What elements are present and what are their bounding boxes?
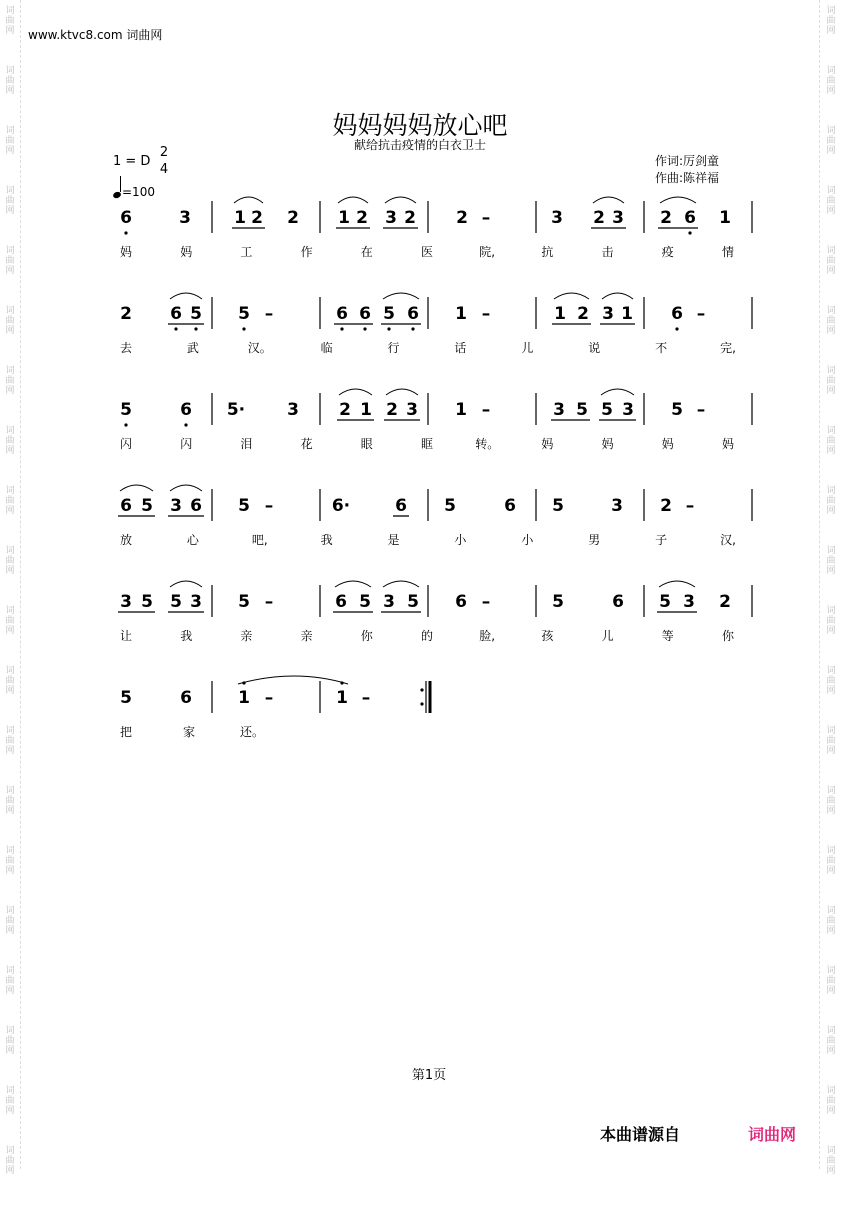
octave-dot-below	[184, 423, 187, 426]
score-note: 5	[671, 400, 683, 420]
score-note: 2	[577, 304, 589, 324]
lyric-syllable: 作	[300, 245, 313, 259]
side-watermark-mark: 词 曲 网	[5, 906, 15, 936]
lyric-syllable: 放	[119, 533, 133, 547]
side-watermark-mark: 词 曲 网	[826, 606, 836, 636]
score-note: 6	[335, 592, 347, 612]
lyric-syllable: 你	[721, 629, 735, 643]
score-note: 5	[120, 400, 132, 420]
score-note: 3	[383, 592, 395, 612]
score-note: 6	[180, 400, 192, 420]
score-note: 6	[395, 496, 407, 516]
octave-dot-below	[411, 327, 414, 330]
score-note: 6	[359, 304, 371, 324]
score-note: 1	[338, 208, 350, 228]
score-note: 1	[455, 304, 467, 324]
score-note: 2	[456, 208, 468, 228]
lyric-syllable: 是	[387, 533, 400, 547]
score-note: 6	[684, 208, 696, 228]
side-watermark-mark: 词 曲 网	[5, 606, 15, 636]
score-note: 5	[383, 304, 395, 324]
slur-arc	[339, 389, 372, 395]
score-note: 3	[120, 592, 132, 612]
slur-arc	[234, 197, 263, 203]
score-note: 1	[554, 304, 566, 324]
lyric-syllable: 转。	[475, 437, 500, 451]
time-bottom: 4	[159, 162, 169, 177]
lyric-syllable: 孩	[541, 629, 554, 643]
lyric-syllable: 心	[186, 533, 199, 547]
score-note: 3	[602, 304, 614, 324]
lyric-syllable: 闪	[180, 437, 193, 451]
score-note: 6	[170, 304, 182, 324]
lyric-syllable: 妈	[541, 437, 554, 451]
octave-dot-below	[194, 327, 197, 330]
slur-arc	[386, 389, 418, 395]
side-watermark-mark: 词 曲 网	[5, 306, 15, 336]
side-watermark-mark: 词 曲 网	[5, 126, 15, 156]
slur-arc	[385, 197, 416, 203]
lyric-syllable: 在	[360, 245, 373, 259]
slur-arc	[170, 485, 202, 491]
score-note: 5	[170, 592, 182, 612]
side-watermark-mark: 词 曲 网	[826, 246, 836, 276]
lyric-syllable: 击	[601, 245, 614, 259]
composer: 作曲:陈祥福	[655, 171, 720, 185]
lyric-syllable: 泪	[240, 437, 253, 451]
score-note: 5	[552, 496, 564, 516]
octave-dot-below	[242, 327, 245, 330]
lyric-syllable: 院,	[479, 245, 496, 259]
score-note: –	[696, 400, 706, 420]
side-watermark-mark: 词 曲 网	[826, 906, 836, 936]
song-title: 妈妈妈妈放心吧	[332, 111, 508, 140]
lyric-syllable: 等	[661, 629, 674, 643]
side-watermark-mark: 词 曲 网	[5, 246, 15, 276]
score-note: 1	[238, 688, 250, 708]
score-note: 3	[287, 400, 299, 420]
score-note: 5	[576, 400, 588, 420]
slur-arc	[383, 293, 419, 299]
score-note: 5	[141, 592, 153, 612]
slur-arc	[335, 581, 371, 587]
side-watermark-mark: 词 曲 网	[5, 1146, 15, 1176]
side-watermark-mark: 词 曲 网	[826, 126, 836, 156]
lyric-syllable: 亲	[240, 629, 253, 643]
lyric-syllable: 汉,	[720, 533, 736, 547]
score-note: –	[481, 400, 491, 420]
score-note: 3	[190, 592, 202, 612]
side-watermark-mark: 词 曲 网	[826, 366, 836, 396]
lyric-syllable: 脸,	[479, 629, 496, 643]
score-note: –	[481, 208, 491, 228]
slur-arc	[170, 581, 202, 587]
lyric-syllable: 小	[454, 533, 467, 547]
lyric-syllable: 小	[521, 533, 534, 547]
lyric-syllable: 我	[320, 533, 333, 547]
lyric-syllable: 吧,	[251, 533, 268, 547]
lyric-syllable: 行	[387, 341, 400, 355]
score-note: 2	[593, 208, 605, 228]
score-note: –	[361, 688, 371, 708]
lyric-syllable: 你	[360, 629, 373, 643]
score-note: 3	[406, 400, 418, 420]
score-note: –	[264, 592, 274, 612]
side-watermark-mark: 词 曲 网	[5, 666, 15, 696]
side-watermark-mark: 词 曲 网	[826, 726, 836, 756]
lyric-syllable: 妈	[661, 437, 674, 451]
octave-dot-below	[387, 327, 390, 330]
score-note: 5	[659, 592, 671, 612]
score-note: 5	[552, 592, 564, 612]
score-note: –	[481, 304, 491, 324]
lyric-syllable: 抗	[541, 245, 554, 259]
score-note: 3	[611, 496, 623, 516]
score-note: 6	[336, 304, 348, 324]
side-watermark-mark: 词 曲 网	[5, 966, 15, 996]
score-note: 5	[601, 400, 613, 420]
lyric-syllable: 完,	[720, 341, 736, 355]
lyric-syllable: 儿	[521, 341, 534, 355]
octave-dot-below	[124, 231, 127, 234]
lyric-syllable: 把	[119, 725, 133, 739]
score-note: 2	[660, 208, 672, 228]
side-watermark-mark: 词 曲 网	[826, 966, 836, 996]
lyricist: 作词:厉剑童	[655, 154, 720, 168]
score-note: 1	[336, 688, 348, 708]
score-note: –	[264, 496, 274, 516]
lyric-syllable: 去	[119, 341, 133, 355]
side-watermark-mark: 词 曲 网	[5, 786, 15, 816]
lyric-syllable: 闪	[119, 437, 133, 451]
score-note: 1	[234, 208, 246, 228]
lyric-syllable: 眶	[420, 437, 434, 451]
octave-dot-below	[174, 327, 177, 330]
repeat-dot	[420, 688, 423, 691]
score-note: 5	[359, 592, 371, 612]
score-note: 6	[504, 496, 516, 516]
side-watermark-mark: 词 曲 网	[826, 486, 836, 516]
side-watermark-mark: 词 曲 网	[826, 666, 836, 696]
lyric-syllable: 男	[588, 533, 601, 547]
score-note: 2	[251, 208, 263, 228]
score-note: 5	[190, 304, 202, 324]
side-watermark-mark: 词 曲 网	[826, 426, 836, 456]
lyric-syllable: 让	[119, 629, 133, 643]
lyric-syllable: 的	[420, 629, 434, 643]
side-watermark-mark: 词 曲 网	[826, 786, 836, 816]
score-note: 2	[386, 400, 398, 420]
side-watermark-mark: 词 曲 网	[826, 6, 836, 36]
slur-arc	[660, 197, 696, 203]
song-subtitle: 献给抗击疫情的白衣卫士	[353, 138, 486, 152]
score-note: 2	[660, 496, 672, 516]
score-note: 2	[120, 304, 132, 324]
side-watermark-mark: 词 曲 网	[826, 66, 836, 96]
side-watermark-mark: 词 曲 网	[5, 726, 15, 756]
lyric-syllable: 武	[186, 341, 199, 355]
score-note: 3	[553, 400, 565, 420]
lyric-syllable: 不	[655, 341, 668, 355]
score-note: 3	[170, 496, 182, 516]
lyric-syllable: 妈	[180, 245, 193, 259]
lyric-syllable: 儿	[601, 629, 614, 643]
lyric-syllable: 情	[721, 245, 735, 259]
score-note: –	[264, 688, 274, 708]
side-watermark-mark: 词 曲 网	[5, 186, 15, 216]
score-note: 2	[404, 208, 416, 228]
score-note: 6	[180, 688, 192, 708]
lyric-syllable: 我	[180, 629, 193, 643]
lyric-syllable: 家	[182, 725, 196, 739]
score-note: 5	[238, 496, 250, 516]
score-note: 5	[141, 496, 153, 516]
score-note: 1	[455, 400, 467, 420]
lyric-syllable: 妈	[119, 245, 133, 259]
page-number: 第1页	[411, 1068, 447, 1083]
lyric-syllable: 说	[588, 341, 601, 355]
lyric-syllable: 汉。	[247, 341, 272, 355]
score-note: 3	[622, 400, 634, 420]
score-note: 6	[455, 592, 467, 612]
score-note: 6	[671, 304, 683, 324]
lyric-syllable: 妈	[601, 437, 614, 451]
side-watermark-mark: 词 曲 网	[5, 486, 15, 516]
brand-logo[interactable]: 词曲网	[748, 1125, 797, 1144]
lyric-syllable: 临	[320, 341, 333, 355]
slur-arc	[170, 293, 202, 299]
side-watermark-mark: 词 曲 网	[826, 1086, 836, 1116]
slur-arc	[593, 197, 624, 203]
lyric-syllable: 医	[420, 245, 434, 259]
score-note: 1	[621, 304, 633, 324]
score-note: 3	[179, 208, 191, 228]
lyric-syllable: 还。	[239, 725, 265, 739]
tempo-value: =100	[122, 185, 155, 199]
side-watermark-mark: 词 曲 网	[5, 426, 15, 456]
slur-arc	[120, 485, 153, 491]
lyric-syllable: 亲	[300, 629, 313, 643]
score-note: 6·	[331, 496, 351, 516]
lyric-syllable: 妈	[721, 437, 735, 451]
side-watermark-mark: 词 曲 网	[5, 846, 15, 876]
side-watermark-mark: 词 曲 网	[5, 366, 15, 396]
tie-arc	[238, 676, 348, 684]
side-watermark-mark: 词 曲 网	[826, 846, 836, 876]
score-note: 2	[339, 400, 351, 420]
side-watermark-mark: 词 曲 网	[826, 546, 836, 576]
slur-arc	[602, 293, 633, 299]
octave-dot-below	[124, 423, 127, 426]
side-watermark-mark: 词 曲 网	[826, 186, 836, 216]
slur-arc	[659, 581, 695, 587]
score-note: 6	[120, 208, 132, 228]
side-watermark-mark: 词 曲 网	[5, 546, 15, 576]
score-note: 5	[407, 592, 419, 612]
score-note: –	[696, 304, 706, 324]
score-note: 5	[120, 688, 132, 708]
slur-arc	[383, 581, 419, 587]
score-note: 5·	[226, 400, 246, 420]
score-note: 2	[287, 208, 299, 228]
octave-dot-below	[340, 327, 343, 330]
key-signature: 1 = D	[113, 154, 151, 169]
score-note: 1	[360, 400, 372, 420]
score-note: 5	[238, 304, 250, 324]
score-note: –	[264, 304, 274, 324]
lyric-syllable: 话	[454, 341, 467, 355]
side-watermark-mark: 词 曲 网	[826, 306, 836, 336]
slur-arc	[554, 293, 589, 299]
time-top: 2	[159, 145, 169, 160]
lyric-syllable: 花	[300, 437, 313, 451]
slur-arc	[601, 389, 634, 395]
side-watermark-mark: 词 曲 网	[5, 6, 15, 36]
score-note: 5	[444, 496, 456, 516]
score-note: –	[685, 496, 695, 516]
score-note: 3	[683, 592, 695, 612]
score-note: 2	[356, 208, 368, 228]
score-note: 6	[120, 496, 132, 516]
score-note: 6	[407, 304, 419, 324]
lyric-syllable: 子	[655, 533, 668, 547]
lyric-syllable: 眼	[360, 437, 373, 451]
repeat-dot	[420, 702, 423, 705]
side-watermark-mark: 词 曲 网	[5, 1026, 15, 1056]
lyric-syllable: 疫	[661, 245, 674, 259]
score-note: –	[481, 592, 491, 612]
octave-dot-below	[688, 231, 691, 234]
score-note: 3	[551, 208, 563, 228]
side-watermark-mark: 词 曲 网	[826, 1146, 836, 1176]
lyric-syllable: 工	[240, 245, 253, 259]
side-watermark-mark: 词 曲 网	[826, 1026, 836, 1056]
side-watermark-mark: 词 曲 网	[5, 1086, 15, 1116]
score-note: 3	[612, 208, 624, 228]
score-note: 3	[385, 208, 397, 228]
score-note: 5	[238, 592, 250, 612]
source-label: 本曲谱源自	[600, 1125, 681, 1144]
site-url[interactable]: www.ktvc8.com 词曲网	[28, 28, 163, 42]
score-note: 6	[190, 496, 202, 516]
score-note: 2	[719, 592, 731, 612]
score-note: 1	[719, 208, 731, 228]
side-watermark-mark: 词 曲 网	[5, 66, 15, 96]
slur-arc	[338, 197, 368, 203]
octave-dot-below	[363, 327, 366, 330]
score-note: 6	[612, 592, 624, 612]
octave-dot-below	[675, 327, 678, 330]
